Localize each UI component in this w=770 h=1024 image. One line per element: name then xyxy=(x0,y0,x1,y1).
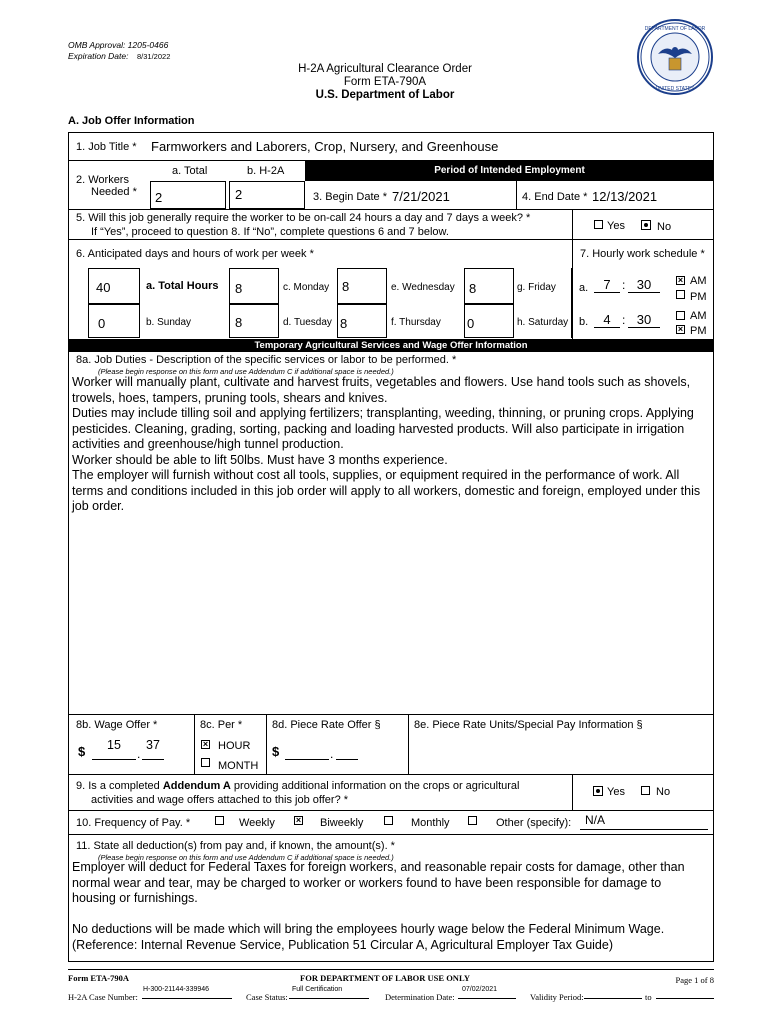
form-number: Form ETA-790A xyxy=(343,76,427,88)
monthly-checkbox[interactable] xyxy=(384,816,393,825)
saturday-label: h. Saturday xyxy=(517,317,569,328)
weekly-checkbox[interactable] xyxy=(215,816,224,825)
q5-text: 5. Will this job generally require the worker to be on-call 24 hours a day and 7 days a week? * xyxy=(76,212,531,224)
q8a-note: (Please begin response on this form and use Addendum C if additional space is needed.) xyxy=(98,367,394,376)
q9-yes-label: Yes xyxy=(607,786,625,798)
job-duties-field[interactable]: Worker will manually plant, cultivate and harvest fruits, vegetables and flowers. Use hand tools such as shovels, trowels, hoes, tampers, pruning tools, shears and knives. Duties may include tilling soil and applying fertilizers; transplanting, weeding, thinning, or pruning crops. Applying pesticides. Cleaning, grading, sorting, packing and loading harvested products. Will also participate in irrigation activities and greenhouse/high tunnel production. Worker should be able to lift 50lbs. Must have 3 months experience. The employer will furnish without cost all tools, supplies, or equipment required in the performance of work. All terms and conditions included in this job order will apply to all workers, domestic and foreign, employed under this job order. xyxy=(72,375,701,513)
schedule-a-pm-label: PM xyxy=(690,291,707,303)
q5-yes-checkbox[interactable] xyxy=(594,220,603,229)
q8a-label: 8a. Job Duties - Description of the specific services or labor to be performed. * xyxy=(76,354,457,366)
biweekly-checkbox[interactable]: × xyxy=(295,815,302,825)
q11-label: 11. State all deduction(s) from pay and, if known, the amount(s). * xyxy=(76,840,395,852)
total-label: a. Total xyxy=(172,165,208,177)
schedule-b-pm-checkbox[interactable]: × xyxy=(677,324,684,334)
total-workers-field[interactable]: 2 xyxy=(155,190,163,205)
q8d-label: 8d. Piece Rate Offer § xyxy=(272,719,381,731)
period-header: Period of Intended Employment xyxy=(305,161,714,181)
schedule-b-label: b. xyxy=(579,316,589,328)
validity-to-label: to xyxy=(645,992,652,1002)
wage-cents-field[interactable]: 37 xyxy=(146,738,160,752)
per-month-checkbox[interactable] xyxy=(201,758,210,767)
sunday-label: b. Sunday xyxy=(146,317,192,328)
schedule-b-am-label: AM xyxy=(690,310,707,322)
per-hour-checkbox[interactable]: × xyxy=(202,739,209,749)
deductions-field[interactable]: Employer will deduct for Federal Taxes for foreign workers, and reasonable repair costs for damage, other than normal wear and tear, may be charged to worker or workers found to have been responsible for damage to housing or furnishings. No deductions will be made which will bring the employees hourly wage below the Federal Minimum Wage. (Reference: Internal Revenue Service, Publication 51 Circular A, Agricultural Employer Tax Guide) xyxy=(72,860,685,952)
omb-approval: OMB Approval: 1205-0466 xyxy=(68,40,169,50)
workers-needed-label-2: Needed * xyxy=(91,186,137,198)
q5-no-checkbox[interactable] xyxy=(641,220,651,230)
per-month-label: MONTH xyxy=(218,760,259,772)
q7-label: 7. Hourly work schedule * xyxy=(580,248,705,260)
end-date-field[interactable]: 12/13/2021 xyxy=(592,189,658,204)
section-a-heading: A. Job Offer Information xyxy=(68,115,195,127)
wage-dollar-sign: $ xyxy=(78,744,86,759)
job-title-label: 1. Job Title * xyxy=(76,141,137,153)
q5-no-label: No xyxy=(657,221,672,233)
q5-text-2: If “Yes”, proceed to question 8. If “No”, complete questions 6 and 7 below. xyxy=(91,226,449,238)
q8c-label: 8c. Per * xyxy=(200,719,243,731)
footer-form-name: Form ETA-790A xyxy=(68,973,129,983)
end-date-label: 4. End Date * xyxy=(522,191,588,203)
schedule-b-am-checkbox[interactable] xyxy=(676,311,685,320)
per-hour-label: HOUR xyxy=(218,740,251,752)
schedule-a-hour[interactable]: 7 xyxy=(594,277,620,293)
schedule-a-min[interactable]: 30 xyxy=(628,277,660,293)
q9-yes-checkbox[interactable] xyxy=(593,786,603,796)
schedule-b-min[interactable]: 30 xyxy=(628,312,660,328)
q9-text-2: activities and wage offers attached to this job offer? * xyxy=(91,794,349,806)
begin-date-label: 3. Begin Date * xyxy=(313,191,387,203)
schedule-a-am-checkbox[interactable]: × xyxy=(677,275,684,285)
tuesday-hours-field[interactable]: 8 xyxy=(340,316,348,331)
case-status-field[interactable]: Full Certification xyxy=(292,986,343,993)
sunday-box-field[interactable]: 8 xyxy=(235,315,243,330)
q6-label: 6. Anticipated days and hours of work per week * xyxy=(76,248,314,260)
monday-prev-field[interactable]: 8 xyxy=(235,281,243,296)
wednesday-label: e. Wednesday xyxy=(391,282,455,293)
thursday-hours-field[interactable]: 0 xyxy=(467,316,475,331)
q5-yes-label: Yes xyxy=(607,220,625,232)
schedule-b-pm-label: PM xyxy=(690,325,707,337)
job-title-field[interactable]: Farmworkers and Laborers, Crop, Nursery, and Greenhouse xyxy=(151,139,499,154)
department-name: U.S. Department of Labor xyxy=(315,89,455,101)
tuesday-label: d. Tuesday xyxy=(283,317,332,328)
monday-label: c. Monday xyxy=(283,282,330,293)
svg-text:UNITED STATES: UNITED STATES xyxy=(655,86,695,92)
begin-date-field[interactable]: 7/21/2021 xyxy=(392,189,450,204)
wage-dollars-field[interactable]: 15 xyxy=(107,738,121,752)
total-hours-field[interactable]: 40 xyxy=(96,280,111,295)
friday-label: g. Friday xyxy=(517,282,556,293)
q8e-label: 8e. Piece Rate Units/Special Pay Information § xyxy=(414,719,643,731)
other-checkbox[interactable] xyxy=(468,816,477,825)
wednesday-hours-field[interactable]: 8 xyxy=(469,281,477,296)
q10-label: 10. Frequency of Pay. * xyxy=(76,817,191,829)
case-number-label: H-2A Case Number: xyxy=(68,992,138,1002)
schedule-a-pm-checkbox[interactable] xyxy=(676,290,685,299)
temp-services-header: Temporary Agricultural Services and Wage Offer Information xyxy=(68,339,714,352)
svg-text:DEPARTMENT OF LABOR: DEPARTMENT OF LABOR xyxy=(644,26,706,32)
monthly-label: Monthly xyxy=(411,817,450,829)
monday-hours-field[interactable]: 8 xyxy=(342,279,350,294)
schedule-a-label: a. xyxy=(579,282,589,294)
determination-date-field[interactable]: 07/02/2021 xyxy=(462,986,498,993)
h2a-workers-field[interactable]: 2 xyxy=(235,187,243,202)
expiration-label: Expiration Date: xyxy=(68,51,129,61)
schedule-b-hour[interactable]: 4 xyxy=(594,312,620,328)
biweekly-label: Biweekly xyxy=(320,817,364,829)
q9-no-label: No xyxy=(656,786,671,798)
other-specify-field[interactable]: N/A xyxy=(585,813,606,827)
expiration-date: 8/31/2022 xyxy=(137,52,171,61)
total-hours-label: a. Total Hours xyxy=(146,280,219,292)
form-title: H-2A Agricultural Clearance Order xyxy=(298,63,472,75)
case-status-label: Case Status: xyxy=(246,992,288,1002)
thursday-label: f. Thursday xyxy=(391,317,441,328)
sunday-hours-field[interactable]: 0 xyxy=(98,316,106,331)
validity-end-field[interactable] xyxy=(656,998,714,999)
validity-period-label: Validity Period: xyxy=(530,992,584,1002)
workers-needed-label: 2. Workers xyxy=(76,174,129,186)
q9-no-checkbox[interactable] xyxy=(641,786,650,795)
footer-dol-use: FOR DEPARTMENT OF LABOR USE ONLY xyxy=(300,973,470,983)
validity-start-field[interactable] xyxy=(584,998,642,999)
q8b-label: 8b. Wage Offer * xyxy=(76,719,158,731)
piece-rate-dollar-sign: $ xyxy=(272,744,280,759)
case-number-field[interactable]: H-300-21144-339946 xyxy=(143,986,210,993)
footer-page-number: Page 1 of 8 xyxy=(675,975,714,985)
q11-note: (Please begin response on this form and use Addendum C if additional space is needed.) xyxy=(98,853,394,862)
q9-text: 9. Is a completed Addendum A providing additional information on the crops or agricultural xyxy=(76,780,520,792)
other-label: Other (specify): xyxy=(496,817,572,829)
determination-date-label: Determination Date: xyxy=(385,992,455,1002)
dol-seal-logo xyxy=(636,18,714,96)
schedule-a-am-label: AM xyxy=(690,275,707,287)
h2a-label: b. H-2A xyxy=(247,165,285,177)
weekly-label: Weekly xyxy=(239,817,275,829)
